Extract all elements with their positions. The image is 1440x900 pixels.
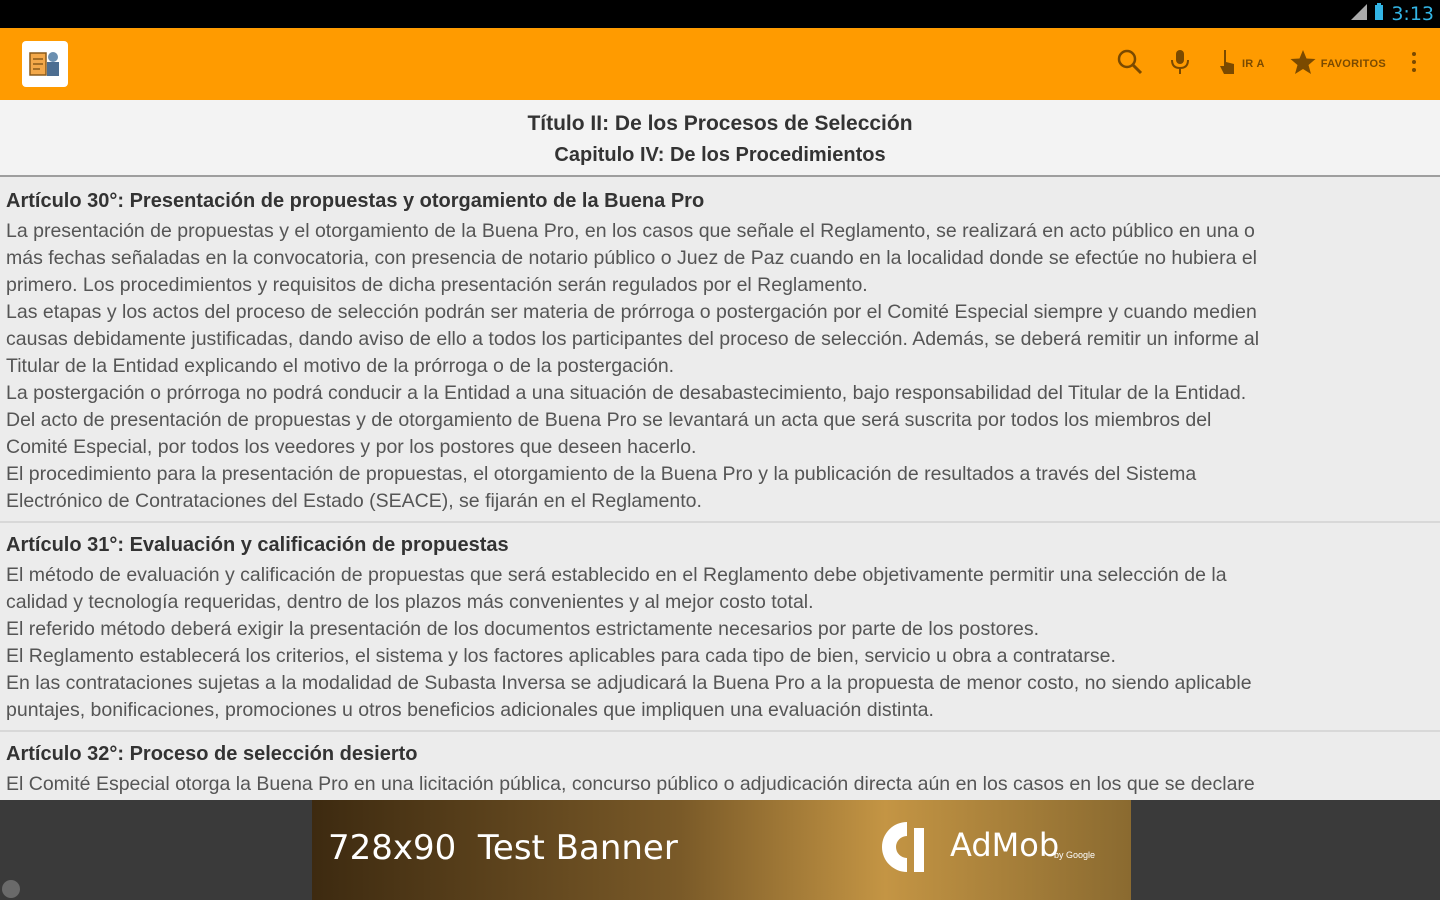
article-title: Artículo 32°: Proceso de selección desierto bbox=[6, 743, 418, 765]
go-to-label: IR A bbox=[1241, 58, 1265, 70]
article-text-line: calidad y tecnología requeridas, dentro de los plazos más convenientes y al mejor costo total. bbox=[6, 591, 814, 613]
article-text-line: Las etapas y los actos del proceso de selección podrán ser materia de prórroga o postergación por el Comité Especial siempre y cuando medien bbox=[6, 301, 1257, 323]
battery-icon bbox=[1373, 3, 1385, 26]
ad-settings-icon[interactable] bbox=[2, 880, 20, 898]
article-text-line: puntajes, bonificaciones, promociones u otros beneficios adicionales que impliquen una evaluación distinta. bbox=[6, 699, 934, 721]
article-text-line: más fechas señaladas en la convocatoria, con presencia de notario público o Juez de Paz cuando en la localidad donde se efectúe no hubiera el bbox=[6, 247, 1258, 269]
article-text-line: primero. Los procedimientos y requisitos de dicha presentación serán regulados por el Reglamento. bbox=[6, 274, 868, 296]
ad-size-text: 728x90 Test Banner bbox=[328, 828, 678, 868]
favorites-button[interactable] bbox=[1277, 28, 1398, 100]
signal-icon bbox=[1349, 3, 1369, 26]
overflow-menu-button[interactable] bbox=[1398, 28, 1430, 100]
article-text-line: En las contrataciones sujetas a la modalidad de Subasta Inversa se adjudicará la Buena Pro a la propuesta de menor costo, no siendo aplicable bbox=[6, 672, 1252, 694]
status-bar bbox=[0, 0, 1440, 28]
action-bar bbox=[0, 28, 1440, 100]
article-title: Artículo 30°: Presentación de propuestas y otorgamiento de la Buena Pro bbox=[6, 190, 705, 212]
ad-banner[interactable] bbox=[312, 800, 1131, 900]
search-icon bbox=[1116, 48, 1144, 81]
favorites-label: FAVORITOS bbox=[1320, 58, 1386, 70]
voice-search-button[interactable] bbox=[1156, 28, 1204, 100]
go-to-button[interactable] bbox=[1204, 28, 1277, 100]
status-time: 3:13 bbox=[1391, 3, 1434, 25]
search-button[interactable] bbox=[1104, 28, 1156, 100]
more-vertical-icon bbox=[1410, 50, 1418, 79]
ad-brand: AdMob bbox=[950, 826, 1060, 864]
microphone-icon bbox=[1168, 48, 1192, 81]
article-text-line: Del acto de presentación de propuestas y de otorgamiento de Buena Pro se levantará un acta que será suscrita por todos los miembros del bbox=[6, 409, 1212, 431]
article-item[interactable] bbox=[0, 179, 1440, 523]
pointer-hand-icon bbox=[1216, 48, 1238, 81]
article-text-line: El procedimiento para la presentación de propuestas, el otorgamiento de la Buena Pro y la publicación de resultados a través del Sistema bbox=[6, 463, 1197, 485]
article-text-line: El referido método deberá exigir la presentación de los documentos estrictamente necesarios por parte de los postores. bbox=[6, 618, 1039, 640]
article-text-line: Titular de la Entidad explicando el motivo de la prórroga o de la postergación. bbox=[6, 355, 675, 377]
admob-logo-icon bbox=[878, 818, 936, 876]
ad-by-google: by Google bbox=[1054, 850, 1096, 860]
article-text-line: La presentación de propuestas y el otorgamiento de la Buena Pro, en los casos que señale el Reglamento, se realizará en acto público en una o bbox=[6, 220, 1255, 242]
article-item[interactable] bbox=[0, 523, 1440, 732]
section-header bbox=[0, 100, 1440, 177]
article-text-line: causas debidamente justificadas, dando aviso de ello a todos los participantes del proceso de selección. Además, se deberá remitir un informe al bbox=[6, 328, 1260, 350]
title-heading: Título II: De los Procesos de Selección bbox=[527, 112, 913, 135]
app-logo-icon[interactable] bbox=[22, 41, 68, 87]
action-bar-actions bbox=[1104, 28, 1430, 100]
article-text-line: El método de evaluación y calificación de propuestas que será establecido en el Reglamento debe objetivamente permitir una selección de la bbox=[6, 564, 1227, 586]
article-text-line: La postergación o prórroga no podrá conducir a la Entidad a una situación de desabastecimiento, bajo responsabilidad del Titular de la Entidad. bbox=[6, 382, 1247, 404]
chapter-heading: Capitulo IV: De los Procedimientos bbox=[554, 144, 886, 166]
article-text-line: El Comité Especial otorga la Buena Pro en una licitación pública, concurso público o adjudicación directa aún en los casos en los que se declare bbox=[6, 773, 1255, 795]
ad-area bbox=[0, 800, 1440, 900]
star-icon bbox=[1289, 48, 1317, 81]
status-icons bbox=[1349, 3, 1385, 26]
article-text-line: Comité Especial, por todos los veedores y por los postores que deseen hacerlo. bbox=[6, 436, 697, 458]
article-text-line: El Reglamento establecerá los criterios, el sistema y los factores aplicables para cada tipo de bien, servicio u obra a contratarse. bbox=[6, 645, 1116, 667]
article-text-line: Electrónico de Contrataciones del Estado (SEACE), se fijarán en el Reglamento. bbox=[6, 490, 702, 512]
article-item[interactable] bbox=[0, 732, 1440, 800]
article-title: Artículo 31°: Evaluación y calificación de propuestas bbox=[6, 534, 509, 556]
articles-list[interactable] bbox=[0, 179, 1440, 800]
